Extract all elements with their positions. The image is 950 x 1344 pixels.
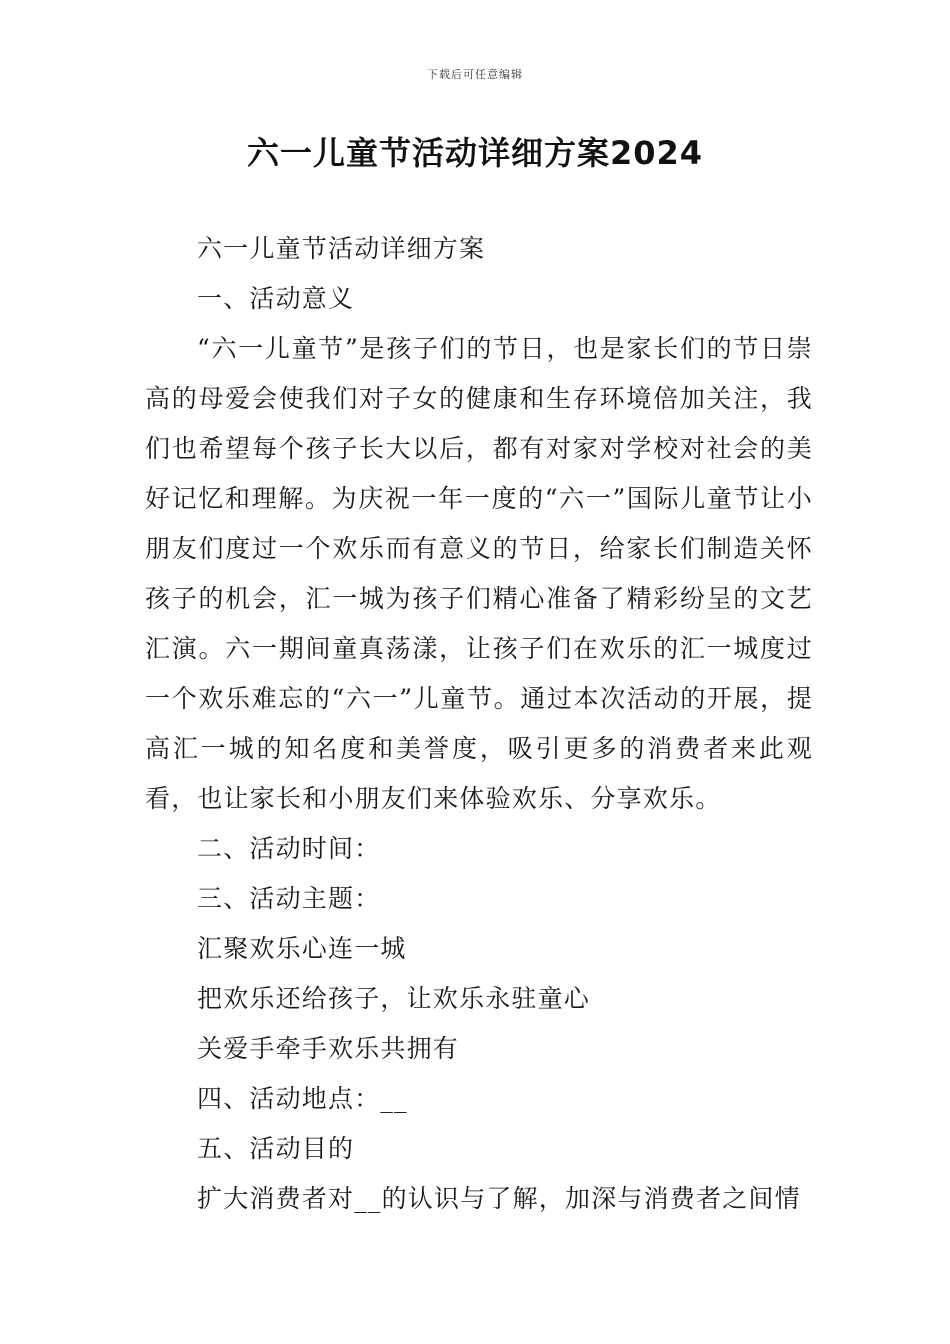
header-note: 下载后可任意编辑 xyxy=(427,68,523,81)
document-body xyxy=(145,224,813,1224)
document-title: 六一儿童节活动详细方案2024 xyxy=(246,134,704,172)
section-subtitle: 六一儿童节活动详细方案 xyxy=(197,234,486,263)
section-heading-significance: 一、活动意义 xyxy=(197,284,355,313)
theme-line-2: 把欢乐还给孩子，让欢乐永驻童心 xyxy=(197,984,591,1013)
theme-line-1: 汇聚欢乐心连一城 xyxy=(197,934,407,963)
section-heading-purpose: 五、活动目的 xyxy=(197,1134,355,1163)
section-heading-time: 二、活动时间： xyxy=(197,834,381,863)
theme-line-3: 关爱手牵手欢乐共拥有 xyxy=(197,1034,460,1063)
section-heading-location: 四、活动地点：__ xyxy=(197,1084,408,1113)
section-heading-theme: 三、活动主题： xyxy=(197,884,381,913)
significance-paragraph: “六一儿童节”是孩子们的节日，也是家长们的节日崇高的母爱会使我们对子女的健康和生存环境倍加关注，我们也希望每个孩子长大以后，都有对家对学校对社会的美好记忆和理解。为庆祝一年一度的“六一”国际儿童节让小朋友们度过一个欢乐而有意义的节日，给家长们制造关怀孩子的机会，汇一城为孩子们精心准备了精彩纷呈的文艺汇演。六一期间童真荡漾，让孩子们在欢乐的汇一城度过一个欢乐难忘的“六一”儿童节。通过本次活动的开展，提高汇一城的知名度和美誉度，吸引更多的消费者来此观看，也让家长和小朋友们来体验欢乐、分享欢乐。 xyxy=(145,334,813,813)
purpose-text: 扩大消费者对__的认识与了解，加深与消费者之间情 xyxy=(197,1184,801,1213)
